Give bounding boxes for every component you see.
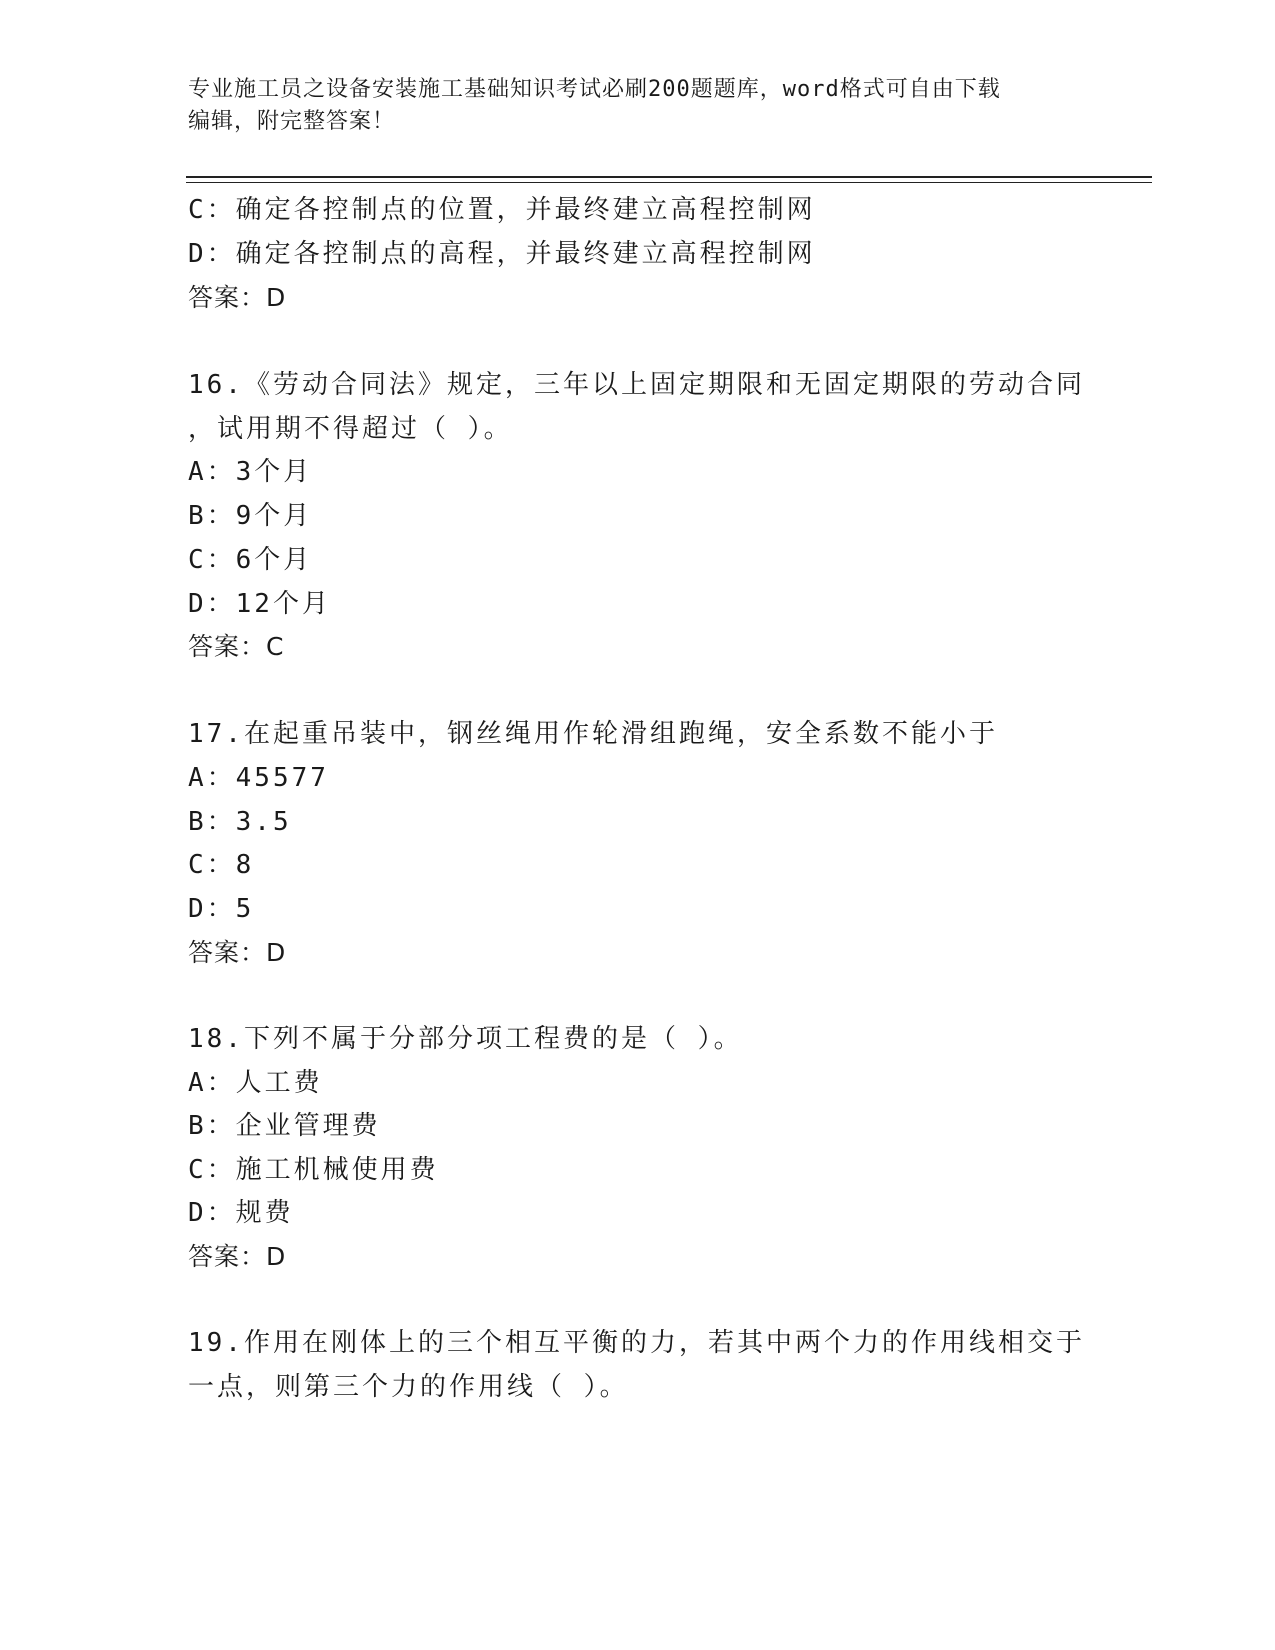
q15-option-c: C：确定各控制点的位置，并最终建立高程控制网: [188, 195, 816, 225]
q17-answer: 答案：D: [188, 938, 287, 967]
q17-option-b: B：3.5: [188, 807, 292, 837]
q18-option-a: A：人工费: [188, 1068, 323, 1098]
q18-option-b: B：企业管理费: [188, 1111, 381, 1141]
header-divider-thin: [186, 182, 1152, 183]
header-title-line-1: 专业施工员之设备安装施工基础知识考试必刷200题题库，word格式可自由下载: [188, 77, 1001, 102]
q15-answer: 答案：D: [188, 283, 287, 312]
q16-stem-line-2: ，试用期不得超过（ ）。: [188, 414, 513, 444]
q16-option-b: B：9个月: [188, 501, 313, 531]
q16-stem-line-1: 16.《劳动合同法》规定，三年以上固定期限和无固定期限的劳动合同: [188, 370, 1085, 400]
q16-option-d: D：12个月: [188, 589, 331, 619]
q18-answer: 答案：D: [188, 1242, 287, 1271]
q17-option-d: D：5: [188, 894, 255, 924]
q18-option-d: D：规费: [188, 1198, 294, 1228]
document-header: [188, 74, 1068, 138]
q17-stem-line-1: 17.在起重吊装中，钢丝绳用作轮滑组跑绳，安全系数不能小于: [188, 719, 998, 749]
q17-option-c: C：8: [188, 850, 255, 880]
q16-option-a: A：3个月: [188, 457, 313, 487]
q19-stem-line-2: 一点，则第三个力的作用线（ ）。: [188, 1372, 629, 1402]
q16-answer: 答案：C: [188, 632, 285, 661]
q18-stem-line-1: 18.下列不属于分部分项工程费的是（ ）。: [188, 1024, 743, 1054]
q17-option-a: A：45577: [188, 763, 329, 793]
q18-option-c: C：施工机械使用费: [188, 1155, 439, 1185]
header-divider-thick: [186, 176, 1152, 178]
q15-option-d: D：确定各控制点的高程，并最终建立高程控制网: [188, 239, 816, 269]
q19-stem-line-1: 19.作用在刚体上的三个相互平衡的力，若其中两个力的作用线相交于: [188, 1328, 1085, 1358]
header-title-line-2: 编辑，附完整答案！: [188, 109, 396, 134]
q16-option-c: C：6个月: [188, 545, 313, 575]
